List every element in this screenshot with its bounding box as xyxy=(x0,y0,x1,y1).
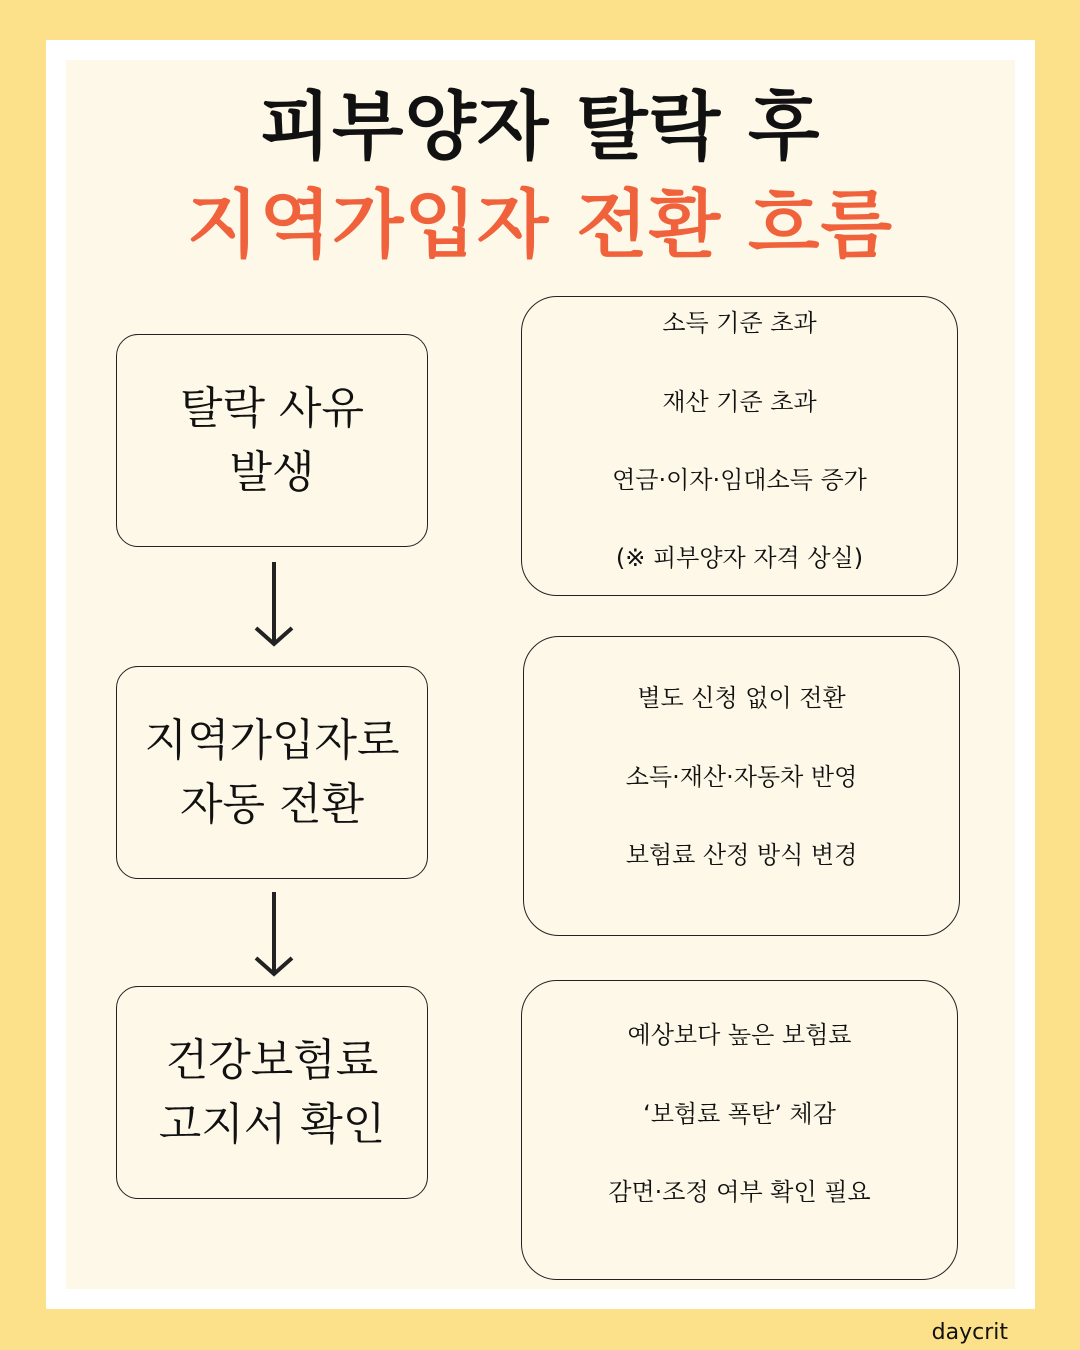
detail-line: 연금·이자·임대소득 증가 xyxy=(612,466,867,494)
title-line-1: 피부양자 탈락 후 xyxy=(259,84,821,170)
detail-box-premium-details xyxy=(521,980,958,1280)
down-arrow-icon xyxy=(252,892,296,978)
detail-line: (※ 피부양자 자격 상실) xyxy=(615,544,864,572)
detail-line: 예상보다 높은 보험료 xyxy=(627,1021,852,1049)
detail-line: 별도 신청 없이 전환 xyxy=(637,684,846,712)
detail-box-dropout-reasons xyxy=(521,296,958,596)
step-box-auto-conversion: 지역가입자로 자동 전환 xyxy=(116,666,428,879)
detail-box-conversion-details xyxy=(523,636,960,936)
down-arrow-icon xyxy=(252,562,296,648)
detail-line: 소득·재산·자동차 반영 xyxy=(625,763,858,791)
title-line-2: 지역가입자 전환 흐름 xyxy=(187,182,893,268)
watermark-text: daycrit xyxy=(931,1320,1008,1345)
detail-line: 소득 기준 초과 xyxy=(662,309,817,337)
step-box-dropout-reason: 탈락 사유 발생 xyxy=(116,334,428,547)
step-box-premium-notice: 건강보험료 고지서 확인 xyxy=(116,986,428,1199)
detail-line: ‘보험료 폭탄’ 체감 xyxy=(643,1100,836,1128)
detail-line: 재산 기준 초과 xyxy=(662,388,817,416)
detail-line: 보험료 산정 방식 변경 xyxy=(625,841,858,869)
detail-line: 감면·조정 여부 확인 필요 xyxy=(608,1178,871,1206)
